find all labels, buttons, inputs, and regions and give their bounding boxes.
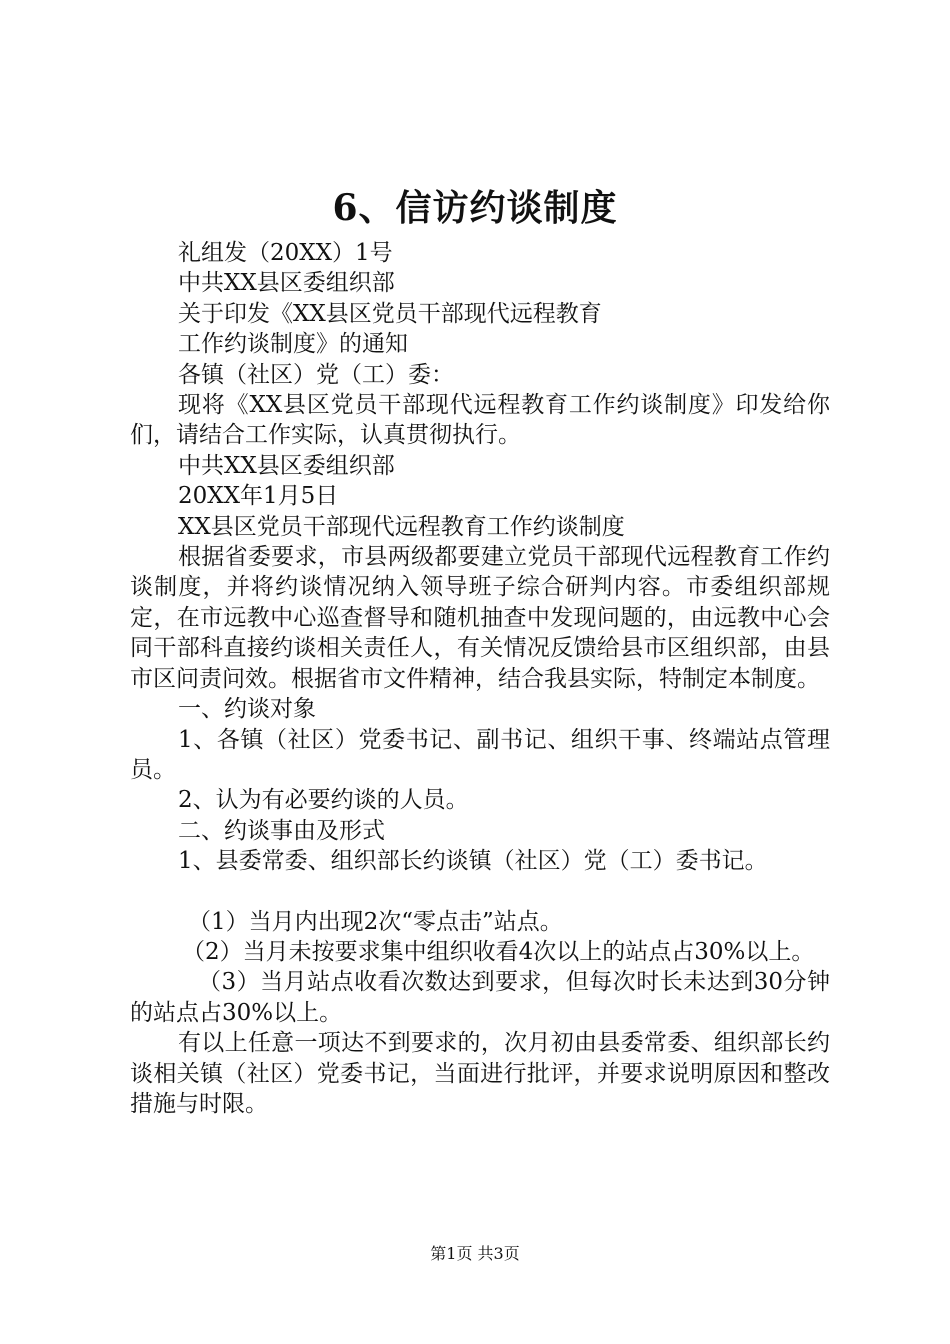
signature: 中共XX县区委组织部 <box>178 452 395 479</box>
page-title: 6、信访约谈制度 <box>332 187 618 229</box>
condition-item: （2）当月未按要求集中组织收看4次以上的站点占30%以上。 <box>182 938 815 965</box>
doc-number: 礼组发（20XX）1号 <box>178 240 393 266</box>
blank-line <box>130 877 830 907</box>
notice-text: 现将《XX县区党员干部现代远程教育工作约谈制度》印发给你们，请结合工作实际，认真贯彻执行。 <box>130 392 830 449</box>
section-heading-1: 一、约谈对象 <box>178 696 316 723</box>
section-heading-2: 二、约谈事由及形式 <box>178 817 385 844</box>
document-body <box>130 238 830 1119</box>
notice-subject-line-2: 工作约谈制度》的通知 <box>178 331 408 358</box>
intro-paragraph: 根据省委要求，市县两级都要建立党员干部现代远程教育工作约谈制度，并将约谈情况纳入领导班子综合研判内容。市委组织部规定，在市远教中心巡查督导和随机抽查中发现问题的，由远教中心会同干部科直接约谈相关责任人，有关情况反馈给县市区组织部，由县市区问责问效。根据省市文件精神，结合我县实际，特制定本制度。 <box>130 544 830 692</box>
notice-subject-line-1: 关于印发《XX县区党员干部现代远程教育 <box>178 300 602 327</box>
system-title: XX县区党员干部现代远程教育工作约谈制度 <box>178 513 625 540</box>
condition-item: （1）当月内出现2次“零点击”站点。 <box>188 908 563 935</box>
date: 20XX年1月5日 <box>178 483 339 510</box>
list-item: 1、各镇（社区）党委书记、副书记、组织干事、终端站点管理员。 <box>130 726 830 783</box>
page-footer: 第1页 共3页 <box>430 1244 520 1263</box>
conclusion-paragraph: 有以上任意一项达不到要求的，次月初由县委常委、组织部长约谈相关镇（社区）党委书记，当面进行批评，并要求说明原因和整改措施与时限。 <box>130 1030 830 1117</box>
addressee: 各镇（社区）党（工）委： <box>178 361 454 388</box>
issuer: 中共XX县区委组织部 <box>178 270 395 297</box>
list-item: 1、县委常委、组织部长约谈镇（社区）党（工）委书记。 <box>178 848 768 875</box>
condition-item: （3）当月站点收看次数达到要求，但每次时长未达到30分钟的站点占30%以上。 <box>130 969 830 1026</box>
list-item: 2、认为有必要约谈的人员。 <box>178 787 469 814</box>
